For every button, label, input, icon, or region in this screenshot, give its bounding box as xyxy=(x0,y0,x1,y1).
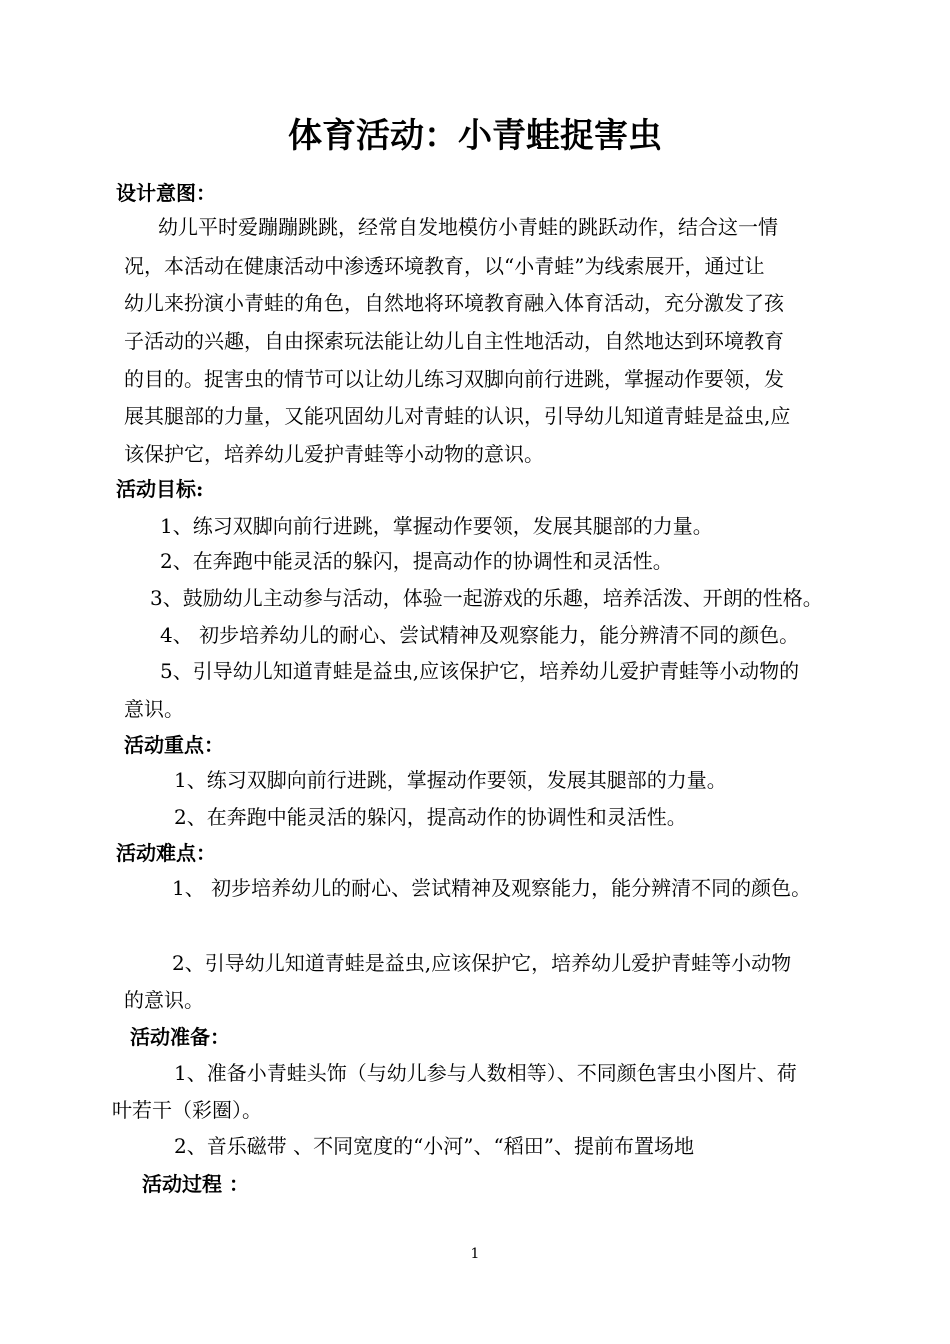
list-item: 2、在奔跑中能灵活的躲闪，提高动作的协调性和灵活性。 xyxy=(160,549,673,573)
paragraph-line: 子活动的兴趣，自由探索玩法能让幼儿自主性地活动，自然地达到环境教育 xyxy=(124,329,784,353)
goals-heading: 活动目标: xyxy=(116,477,204,501)
difficulty-heading: 活动难点： xyxy=(116,841,216,865)
paragraph-line: 的目的。捉害虫的情节可以让幼儿练习双脚向前行进跳，掌握动作要领，发 xyxy=(124,367,784,391)
paragraph-line: 幼儿平时爱蹦蹦跳跳，经常自发地模仿小青蛙的跳跃动作，结合这一情 xyxy=(158,215,778,239)
list-item: 4、 初步培养幼儿的耐心、尝试精神及观察能力，能分辨清不同的颜色。 xyxy=(160,623,800,647)
preparation-heading: 活动准备： xyxy=(130,1025,230,1049)
process-heading: 活动过程 ： xyxy=(142,1172,249,1196)
page-title: 体育活动：小青蛙捉害虫 xyxy=(288,116,662,156)
design-heading: 设计意图： xyxy=(116,181,216,205)
paragraph-line: 展其腿部的力量，又能巩固幼儿对青蛙的认识，引导幼儿知道青蛙是益虫,应 xyxy=(124,404,791,428)
paragraph-line: 幼儿来扮演小青蛙的角色，自然地将环境教育融入体育活动，充分激发了孩 xyxy=(124,291,784,315)
list-item: 1、 初步培养幼儿的耐心、尝试精神及观察能力，能分辨清不同的颜色。 xyxy=(172,876,812,900)
list-item: 2、在奔跑中能灵活的躲闪，提高动作的协调性和灵活性。 xyxy=(174,805,687,829)
paragraph-line: 该保护它，培养幼儿爱护青蛙等小动物的意识。 xyxy=(124,442,544,466)
list-item: 1、练习双脚向前行进跳，掌握动作要领，发展其腿部的力量。 xyxy=(160,514,713,538)
page-number: 1 xyxy=(470,1246,480,1262)
list-item: 2、引导幼儿知道青蛙是益虫,应该保护它，培养幼儿爱护青蛙等小动物 xyxy=(172,951,792,975)
key-points-heading: 活动重点： xyxy=(124,733,224,757)
list-item: 叶若干（彩圈）。 xyxy=(112,1098,262,1122)
list-item: 3、鼓励幼儿主动参与活动，体验一起游戏的乐趣，培养活泼、开朗的性格。 xyxy=(150,586,823,610)
paragraph-line: 况，本活动在健康活动中渗透环境教育，以“小青蛙”为线索展开，通过让 xyxy=(124,254,765,278)
list-item: 意识。 xyxy=(124,697,184,721)
list-item: 的意识。 xyxy=(124,988,204,1012)
list-item: 5、引导幼儿知道青蛙是益虫,应该保护它，培养幼儿爱护青蛙等小动物的 xyxy=(160,659,800,683)
list-item: 2、音乐磁带 、不同宽度的“小河”、“稻田”、提前布置场地 xyxy=(174,1134,694,1158)
list-item: 1、准备小青蛙头饰（与幼儿参与人数相等）、不同颜色害虫小图片、荷 xyxy=(174,1061,797,1085)
list-item: 1、练习双脚向前行进跳，掌握动作要领，发展其腿部的力量。 xyxy=(174,768,727,792)
